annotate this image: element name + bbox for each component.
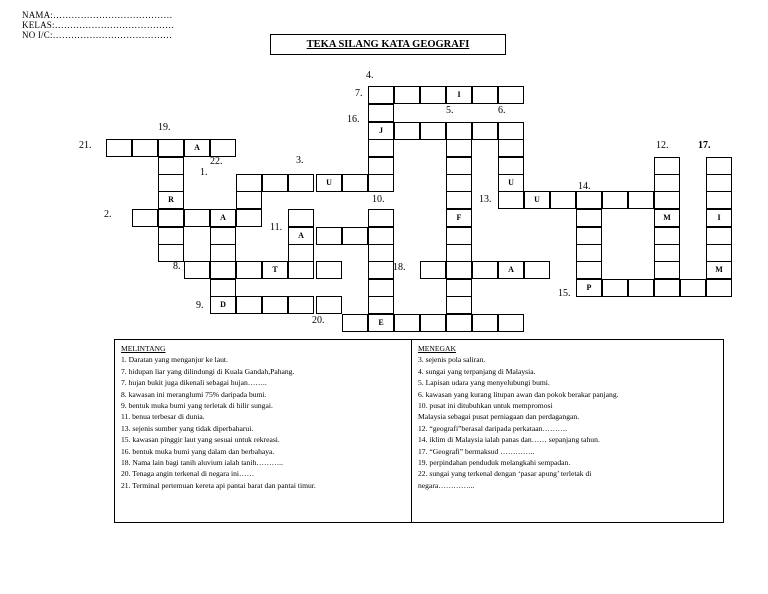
across-clue: 7. hidupan liar yang dilindungi di Kuala Gandah,Pahang. [121,366,295,376]
down-clue: negara…………... [418,480,475,490]
crossword-cell[interactable]: P [576,279,602,297]
crossword-cell[interactable] [680,279,706,297]
crossword-cell[interactable] [550,191,576,209]
down-clues [411,340,723,522]
crossword-cell[interactable] [654,191,680,209]
crossword-cell[interactable]: U [524,191,550,209]
crossword-cell[interactable] [132,209,158,227]
crossword-cell[interactable] [472,261,498,279]
crossword-cell[interactable] [472,314,498,332]
crossword-cell[interactable] [576,191,602,209]
crossword-cell[interactable] [446,314,472,332]
crossword-cell[interactable]: A [288,227,314,245]
crossword-cell[interactable] [210,261,236,279]
crossword-cell[interactable] [394,86,420,104]
crossword-cell[interactable]: F [446,209,472,227]
across-clue: 18. Nama lain bagi tanih aluvium ialah tanih……….. [121,458,283,468]
across-clue: 9. bentuk muka bumi yang terletak di hilir sungai. [121,401,273,411]
crossword-cell[interactable] [316,261,342,279]
clue-number-label: 22. [210,156,223,167]
crossword-cell[interactable] [654,261,680,279]
down-clue: 4. sungai yang terpanjang di Malaysia. [418,366,536,376]
crossword-cell[interactable] [446,279,472,297]
crossword-cell[interactable]: I [706,209,732,227]
down-clue: 14. iklim di Malaysia ialah panas dan…… sepanjang tahun. [418,435,600,445]
crossword-cell[interactable] [262,174,288,192]
crossword-cell[interactable] [184,261,210,279]
class-field-label: KELAS:………………………………… [22,20,175,30]
crossword-cell[interactable] [446,227,472,245]
crossword-cell[interactable] [498,122,524,140]
crossword-cell[interactable] [368,244,394,262]
down-clue: 22. sungai yang terkenal dengan ‘pasar apung’ terletak di [418,469,592,479]
clue-number-label: 11. [270,222,283,233]
crossword-cell[interactable] [654,157,680,175]
crossword-cell[interactable]: U [316,174,342,192]
crossword-cell[interactable] [288,174,314,192]
across-clue: 20. Tenaga angin terkenal di negara ini…… [121,469,255,479]
crossword-cell[interactable] [368,86,394,104]
crossword-cell[interactable] [706,191,732,209]
crossword-cell[interactable] [158,209,184,227]
clue-number-label: 16. [347,114,360,125]
down-heading: MENEGAK [418,344,456,353]
crossword-cell[interactable] [524,261,550,279]
crossword-cell[interactable]: A [184,139,210,157]
crossword-cell[interactable] [236,191,262,209]
crossword-cell[interactable] [106,139,132,157]
crossword-cell[interactable] [368,279,394,297]
crossword-cell[interactable] [446,139,472,157]
clue-number-label: 5. [446,105,454,116]
down-clue: Malaysia sebagai pusat perniagaan dan perdagangan. [418,412,580,422]
crossword-cell[interactable] [158,244,184,262]
crossword-cell[interactable] [706,174,732,192]
crossword-cell[interactable] [446,244,472,262]
crossword-cell[interactable] [472,86,498,104]
clue-number-label: 2. [104,209,112,220]
crossword-cell[interactable]: J [368,122,394,140]
across-clue: 11. benua terbesar di dunia. [121,412,205,422]
crossword-cell[interactable] [706,157,732,175]
across-clue: 16. bentuk muka bumi yang dalam dan berbahaya. [121,446,275,456]
crossword-cell[interactable] [420,122,446,140]
across-heading: MELINTANG [121,344,166,353]
crossword-cell[interactable] [498,157,524,175]
crossword-cell[interactable] [158,227,184,245]
crossword-cell[interactable] [498,191,524,209]
across-clue: 15. kawasan pinggir laut yang sesuai untuk rekreasi. [121,435,280,445]
crossword-cell[interactable] [446,296,472,314]
clue-number-label: 17. [698,140,711,151]
crossword-cell[interactable]: I [446,86,472,104]
crossword-cell[interactable] [236,209,262,227]
down-clue: 5. Lapisan udara yang menyelubungi bumi. [418,378,550,388]
clue-number-label: 21. [79,140,92,151]
crossword-cell[interactable]: M [706,261,732,279]
crossword-cell[interactable] [158,157,184,175]
crossword-cell[interactable] [498,86,524,104]
name-field-label: NAMA:………………………………… [22,10,173,20]
crossword-cell[interactable] [316,227,342,245]
across-clues [115,340,411,522]
crossword-cell[interactable] [368,157,394,175]
crossword-cell[interactable] [132,139,158,157]
crossword-cell[interactable] [654,279,680,297]
down-clue: 19. perpindahan penduduk melangkahi sempadan. [418,458,571,468]
clue-number-label: 10. [372,194,385,205]
crossword-cell[interactable] [472,122,498,140]
worksheet-title-text: TEKA SILANG KATA GEOGRAFI [306,39,470,50]
clue-number-label: 14. [578,181,591,192]
crossword-cell[interactable] [368,174,394,192]
crossword-cell[interactable] [420,261,446,279]
clues-box [114,339,724,523]
crossword-cell[interactable] [576,244,602,262]
crossword-cell[interactable] [446,157,472,175]
down-clue: 17. “Geografi” bermaksud ………….. [418,446,535,456]
clue-number-label: 9. [196,300,204,311]
crossword-cell[interactable] [316,296,342,314]
crossword-cell[interactable] [342,314,368,332]
clue-number-label: 15. [558,288,571,299]
crossword-cell[interactable] [262,296,288,314]
crossword-cell[interactable] [158,139,184,157]
crossword-cell[interactable] [602,279,628,297]
crossword-cell[interactable] [288,209,314,227]
crossword-cell[interactable] [706,279,732,297]
across-clue: 21. Terminal pertemuan kereta api pantai barat dan pantai timur. [121,480,316,490]
clue-number-label: 7. [355,88,363,99]
crossword-cell[interactable] [576,261,602,279]
crossword-cell[interactable]: A [498,261,524,279]
clue-number-label: 19. [158,122,171,133]
crossword-cell[interactable] [576,227,602,245]
clue-number-label: 18. [393,262,406,273]
clue-number-label: 13. [479,194,492,205]
crossword-cell[interactable] [342,227,368,245]
down-clue: 3. sejenis pola saliran. [418,355,486,365]
clue-number-label: 20. [312,315,325,326]
clue-number-label: 8. [173,261,181,272]
crossword-cell[interactable] [236,296,262,314]
crossword-cell[interactable] [498,139,524,157]
crossword-cell[interactable]: A [210,209,236,227]
crossword-cell[interactable] [288,296,314,314]
crossword-cell[interactable] [654,174,680,192]
crossword-cell[interactable] [288,261,314,279]
clue-number-label: 1. [200,167,208,178]
crossword-cell[interactable] [654,244,680,262]
clue-number-label: 4. [366,70,374,81]
crossword-cell[interactable] [210,279,236,297]
crossword-cell[interactable] [446,122,472,140]
crossword-cell[interactable] [288,244,314,262]
crossword-cell[interactable]: E [368,314,394,332]
crossword-cell[interactable] [706,227,732,245]
crossword-cell[interactable] [394,314,420,332]
crossword-cell[interactable]: T [262,261,288,279]
crossword-cell[interactable] [498,314,524,332]
ic-number-field-label: NO I/C:………………………………… [22,30,173,40]
crossword-cell[interactable]: M [654,209,680,227]
crossword-cell[interactable]: D [210,296,236,314]
crossword-cell[interactable] [420,86,446,104]
crossword-cell[interactable] [210,244,236,262]
crossword-cell[interactable] [628,191,654,209]
crossword-cell[interactable] [420,314,446,332]
crossword-cell[interactable] [368,209,394,227]
crossword-cell[interactable] [368,227,394,245]
crossword-cell[interactable] [394,122,420,140]
crossword-cell[interactable] [236,261,262,279]
crossword-cell[interactable] [210,139,236,157]
crossword-cell[interactable] [368,139,394,157]
crossword-cell[interactable] [342,174,368,192]
crossword-cell[interactable]: U [498,174,524,192]
across-clue: 13. sejenis sumber yang tidak diperbaharui. [121,423,254,433]
crossword-cell[interactable] [446,191,472,209]
crossword-cell[interactable]: R [158,191,184,209]
crossword-cell[interactable] [628,279,654,297]
crossword-cell[interactable] [706,244,732,262]
crossword-cell[interactable] [602,191,628,209]
clue-number-label: 3. [296,155,304,166]
crossword-cell[interactable] [368,261,394,279]
crossword-cell[interactable] [368,104,394,122]
crossword-cell[interactable] [576,209,602,227]
crossword-cell[interactable] [446,261,472,279]
across-clue: 1. Daratan yang menganjur ke laut. [121,355,228,365]
clue-number-label: 6. [498,105,506,116]
crossword-cell[interactable] [210,227,236,245]
across-clue: 8. kawasan ini meranglumi 75% daripada bumi. [121,389,267,399]
crossword-cell[interactable] [446,174,472,192]
crossword-cell[interactable] [236,174,262,192]
crossword-cell[interactable] [184,209,210,227]
down-clue: 6. kawasan yang kurang litupan awan dan pokok berakar panjang. [418,389,619,399]
down-clue: 12. “geografi”berasal daripada perkataan………. [418,423,568,433]
crossword-cell[interactable] [654,227,680,245]
crossword-cell[interactable] [158,174,184,192]
crossword-cell[interactable] [368,296,394,314]
across-clue: 7. hujan bukit juga dikenali sebagai hujan…….. [121,378,267,388]
down-clue: 10. pusat ini ditubuhkan untuk mempromosi [418,401,553,411]
clue-number-label: 12. [656,140,669,151]
